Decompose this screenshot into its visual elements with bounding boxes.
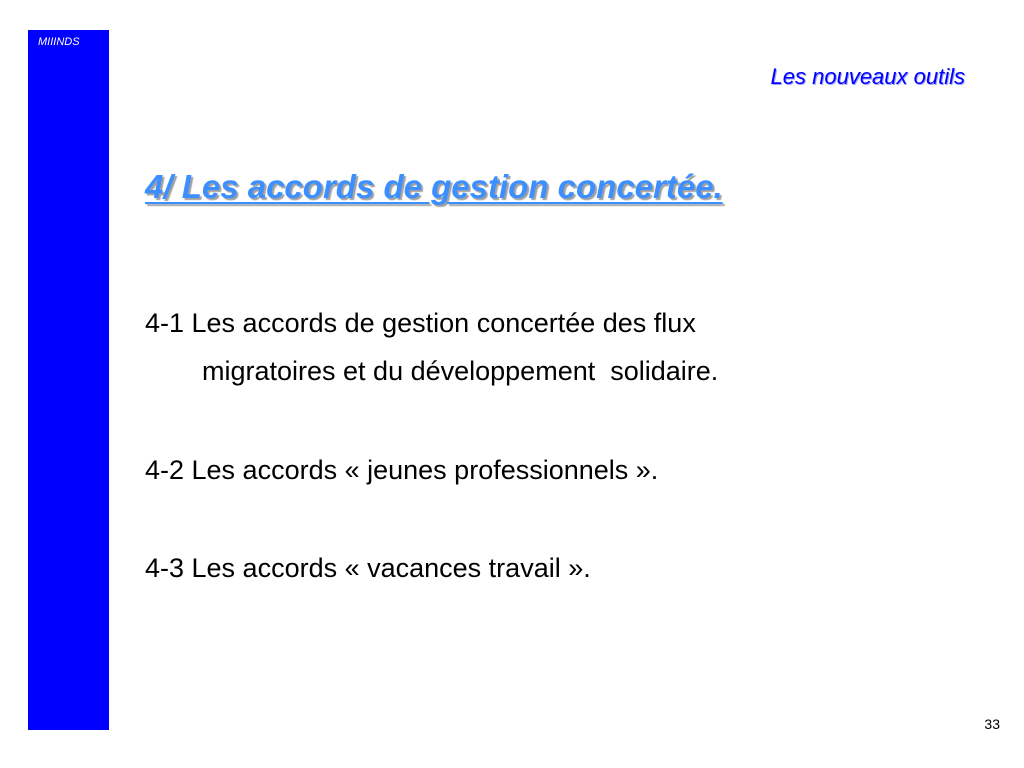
section-title: Les nouveaux outils bbox=[770, 64, 965, 89]
page-number: 33 bbox=[984, 716, 1000, 732]
org-label: MIIINDS bbox=[38, 36, 80, 48]
list-item-3: 4-3 Les accords « vacances travail ». bbox=[145, 553, 591, 583]
list-item-1-line-1: 4-1 Les accords de gestion concertée des flux bbox=[145, 308, 696, 338]
list-item-2: 4-2 Les accords « jeunes professionnels ». bbox=[145, 455, 659, 485]
sidebar-band bbox=[28, 30, 109, 730]
slide-heading: 4/ Les accords de gestion concertée. bbox=[145, 168, 723, 205]
list-item-1-line-2: migratoires et du développement solidaire. bbox=[202, 356, 719, 386]
